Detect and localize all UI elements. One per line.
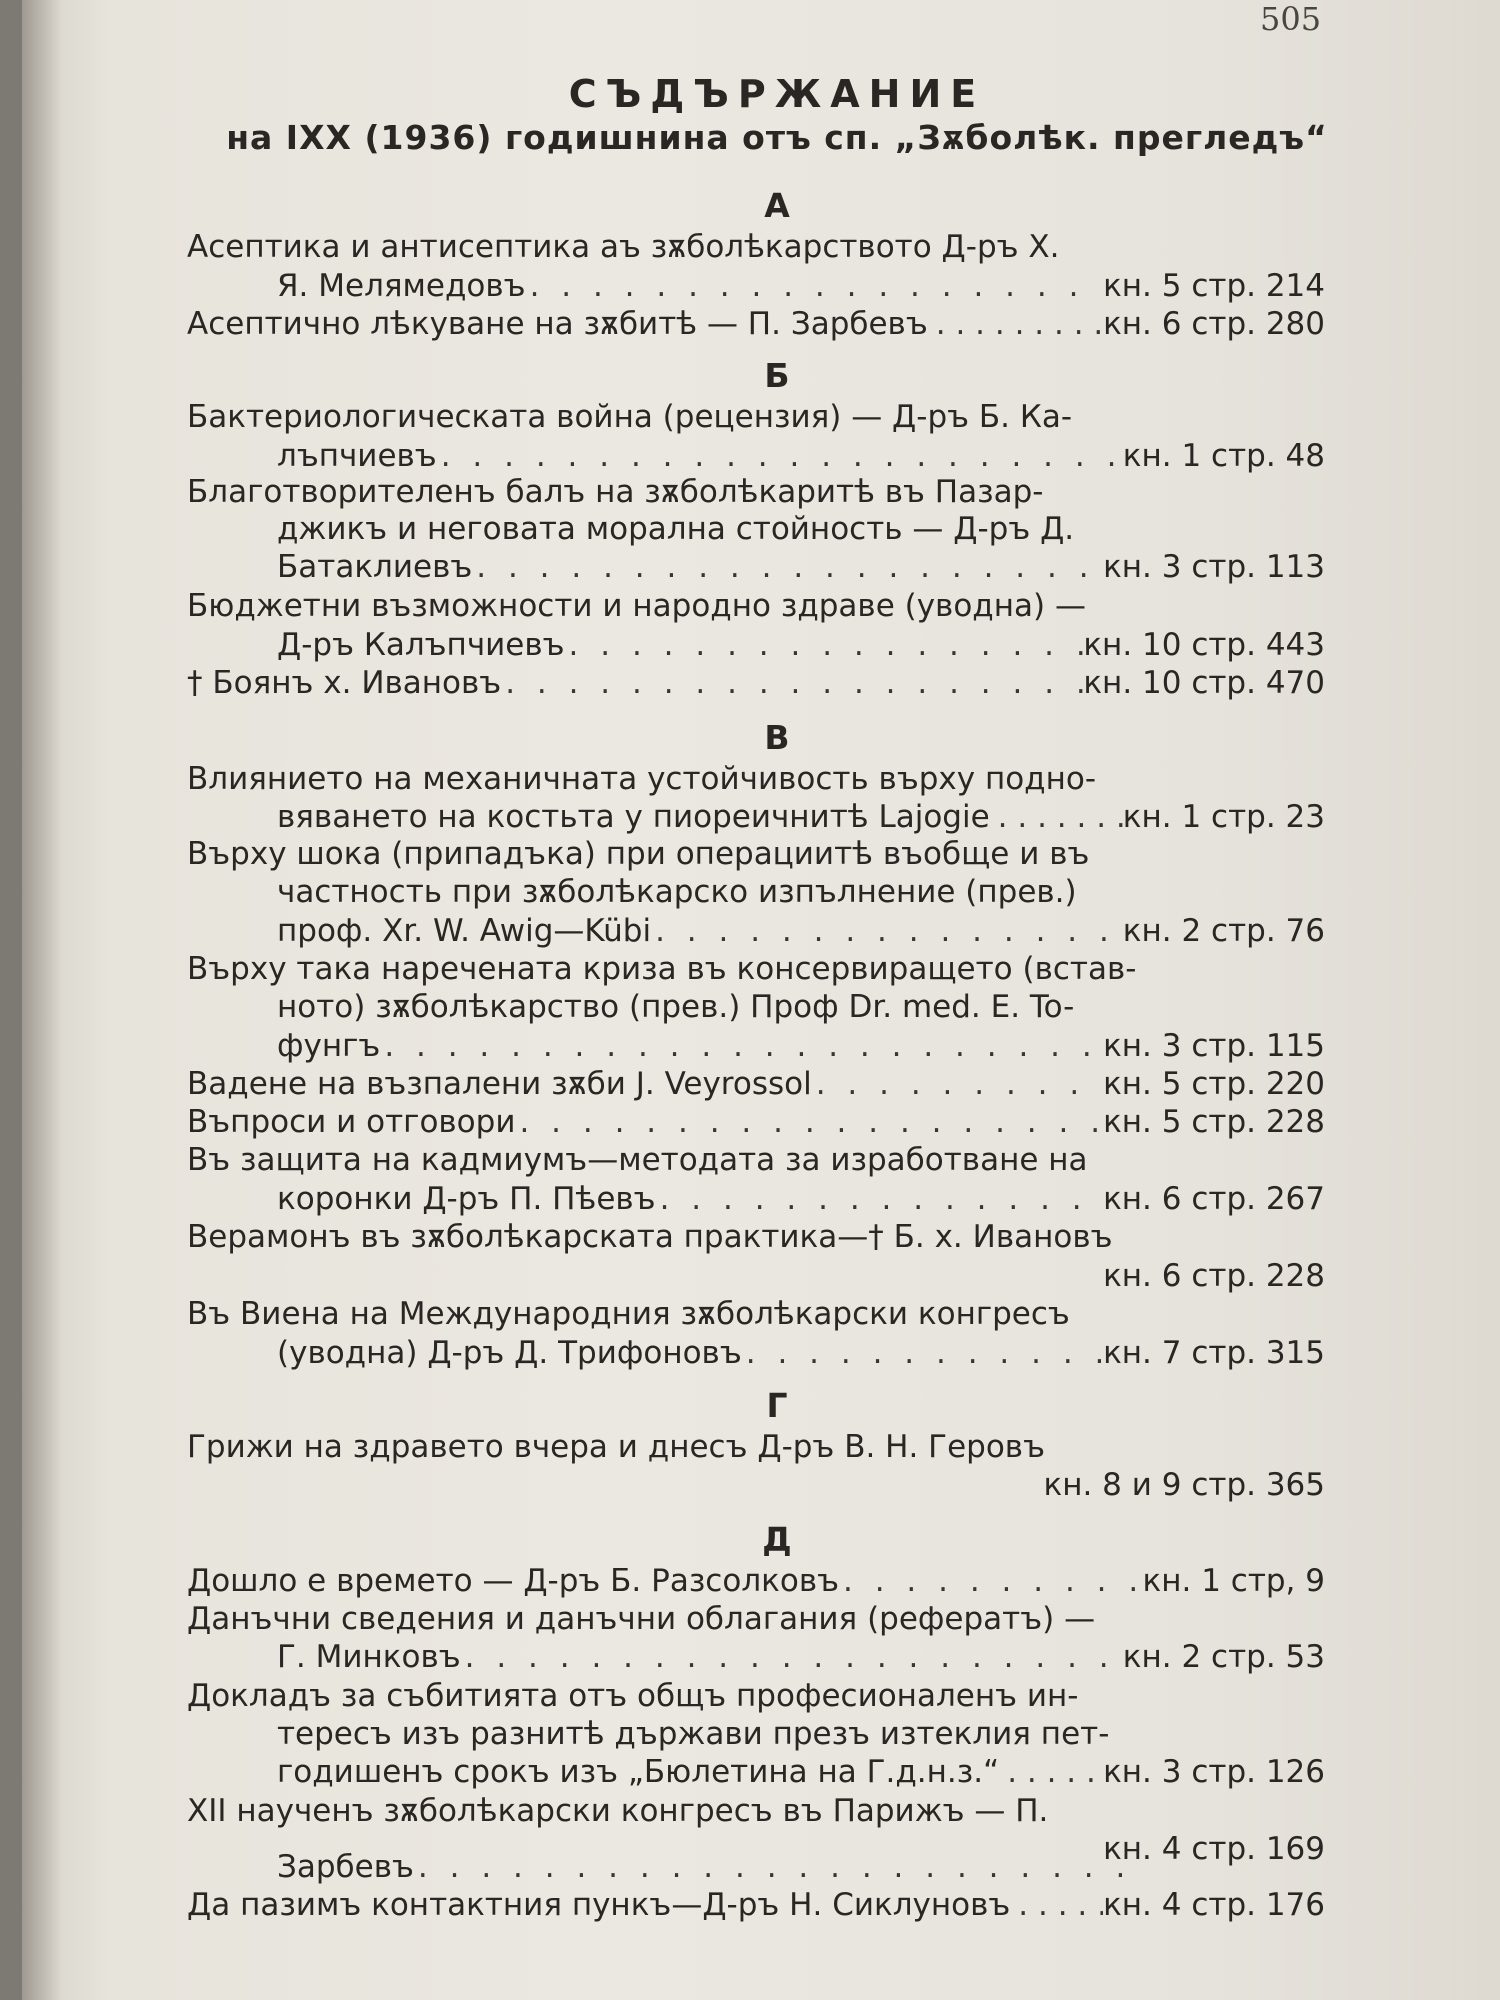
toc-line: Благотворителенъ балъ на зѫболѣкаритѣ въ Пазар- bbox=[187, 474, 1044, 510]
page-number: 505 bbox=[1260, 0, 1322, 38]
toc-line: коронки Д-ръ П. Пѣевъ . . . кн. 6 стр. 267 bbox=[277, 1180, 1325, 1218]
toc-line: лъпчиевъ . . . кн. 1 стр. 48 bbox=[277, 437, 1325, 475]
page-gutter-shadow bbox=[22, 0, 62, 2000]
toc-line: Въпроси и отговори . . . кн. 5 стр. 228 bbox=[187, 1103, 1325, 1141]
toc-line: Бюджетни възможности и народно здраве (уводна) — bbox=[187, 588, 1086, 624]
section-letter-v: В bbox=[764, 718, 790, 757]
toc-line: Върху така наречената криза въ консервиращето (встав- bbox=[187, 951, 1137, 987]
toc-line: † Боянъ х. Ивановъ . . . кн. 10 стр. 470 bbox=[187, 664, 1325, 702]
toc-line: Г. Минковъ . . . кн. 2 стр. 53 bbox=[277, 1638, 1325, 1676]
toc-line: джикъ и неговата морална стойность — Д-ръ Д. bbox=[277, 511, 1075, 547]
toc-line: проф. Xr. W. Awig—Kübi . . . кн. 2 стр. 76 bbox=[277, 912, 1325, 950]
section-letter-b: Б bbox=[764, 356, 790, 395]
toc-line: Асептично лѣкуване на зѫбитѣ — П. Зарбевъ . . . кн. 6 стр. 280 bbox=[187, 305, 1325, 343]
section-letter-a: А bbox=[764, 186, 790, 225]
toc-line: кн. 4 стр. 169 bbox=[1103, 1831, 1325, 1867]
toc-line: кн. 8 и 9 стр. 365 bbox=[1043, 1467, 1325, 1503]
toc-line: Бактериологическата война (рецензия) — Д-ръ Б. Ка- bbox=[187, 399, 1073, 435]
toc-line: тересъ изъ разнитѣ държави презъ изтеклия пет- bbox=[277, 1716, 1110, 1752]
toc-line: (уводна) Д-ръ Д. Трифоновъ . . . кн. 7 стр. 315 bbox=[277, 1334, 1325, 1372]
toc-line: Дошло е времето — Д-ръ Б. Разсолковъ . . . кн. 1 стр, 9 bbox=[187, 1562, 1325, 1600]
toc-line: Да пазимъ контактния пункъ—Д-ръ Н. Сиклуновъ . . . кн. 4 стр. 176 bbox=[187, 1886, 1325, 1924]
toc-line: Влиянието на механичната устойчивость върху подно- bbox=[187, 761, 1097, 797]
toc-line: частность при зѫболѣкарско изпълнение (прев.) bbox=[277, 874, 1077, 910]
section-letter-g: Г bbox=[766, 1386, 788, 1425]
toc-line: ното) зѫболѣкарство (прев.) Проф Dr. med. E. To- bbox=[277, 989, 1075, 1025]
toc-line: Въ Виена на Международния зѫболѣкарски конгресъ bbox=[187, 1296, 1070, 1332]
book-page bbox=[22, 0, 1500, 2000]
toc-line: Асептика и антисептика аъ зѫболѣкарството Д-ръ Х. bbox=[187, 229, 1060, 265]
toc-line: вяването на костьта у пиореичнитѣ Lajogie . . . кн. 1 стр. 23 bbox=[277, 798, 1325, 836]
toc-line: XII наученъ зѫболѣкарски конгресъ въ Парижъ — П. bbox=[187, 1793, 1049, 1829]
toc-line: Вадене на възпалени зѫби J. Veyrossol . . . кн. 5 стр. 220 bbox=[187, 1065, 1325, 1103]
toc-line: Батаклиевъ . . . кн. 3 стр. 113 bbox=[277, 548, 1325, 586]
section-letter-d: Д bbox=[762, 1520, 792, 1559]
toc-line: Зарбевъ . . . bbox=[277, 1848, 1127, 1886]
toc-line: Верамонъ въ зѫболѣкарската практика—† Б. х. Ивановъ bbox=[187, 1219, 1113, 1255]
toc-line: годишенъ срокъ изъ „Бюлетина на Г.д.н.з.“ . . . кн. 3 стр. 126 bbox=[277, 1753, 1325, 1791]
toc-line: Д-ръ Калъпчиевъ . . . кн. 10 стр. 443 bbox=[277, 626, 1325, 664]
toc-line: Данъчни сведения и данъчни облагания (рефератъ) — bbox=[187, 1601, 1096, 1637]
toc-line: Грижи на здравето вчера и днесъ Д-ръ В. Н. Геровъ bbox=[187, 1429, 1045, 1465]
page-subtitle: на IXX (1936) годишнина отъ сп. „Зѫболѣк. прегледъ“ bbox=[226, 118, 1328, 157]
page-title: СЪДЪРЖАНИЕ bbox=[568, 72, 986, 116]
toc-line: Докладъ за събитията отъ общъ професионаленъ ин- bbox=[187, 1678, 1079, 1714]
toc-line: кн. 6 стр. 228 bbox=[1103, 1258, 1325, 1294]
toc-line: Въ защита на кадмиумъ—методата за изработване на bbox=[187, 1142, 1088, 1178]
toc-line: Върху шока (припадъка) при операциитѣ въобще и въ bbox=[187, 836, 1090, 872]
toc-line: Я. Мелямедовъ . . . кн. 5 стр. 214 bbox=[277, 267, 1325, 305]
toc-line: фунгъ . . . кн. 3 стр. 115 bbox=[277, 1027, 1325, 1065]
